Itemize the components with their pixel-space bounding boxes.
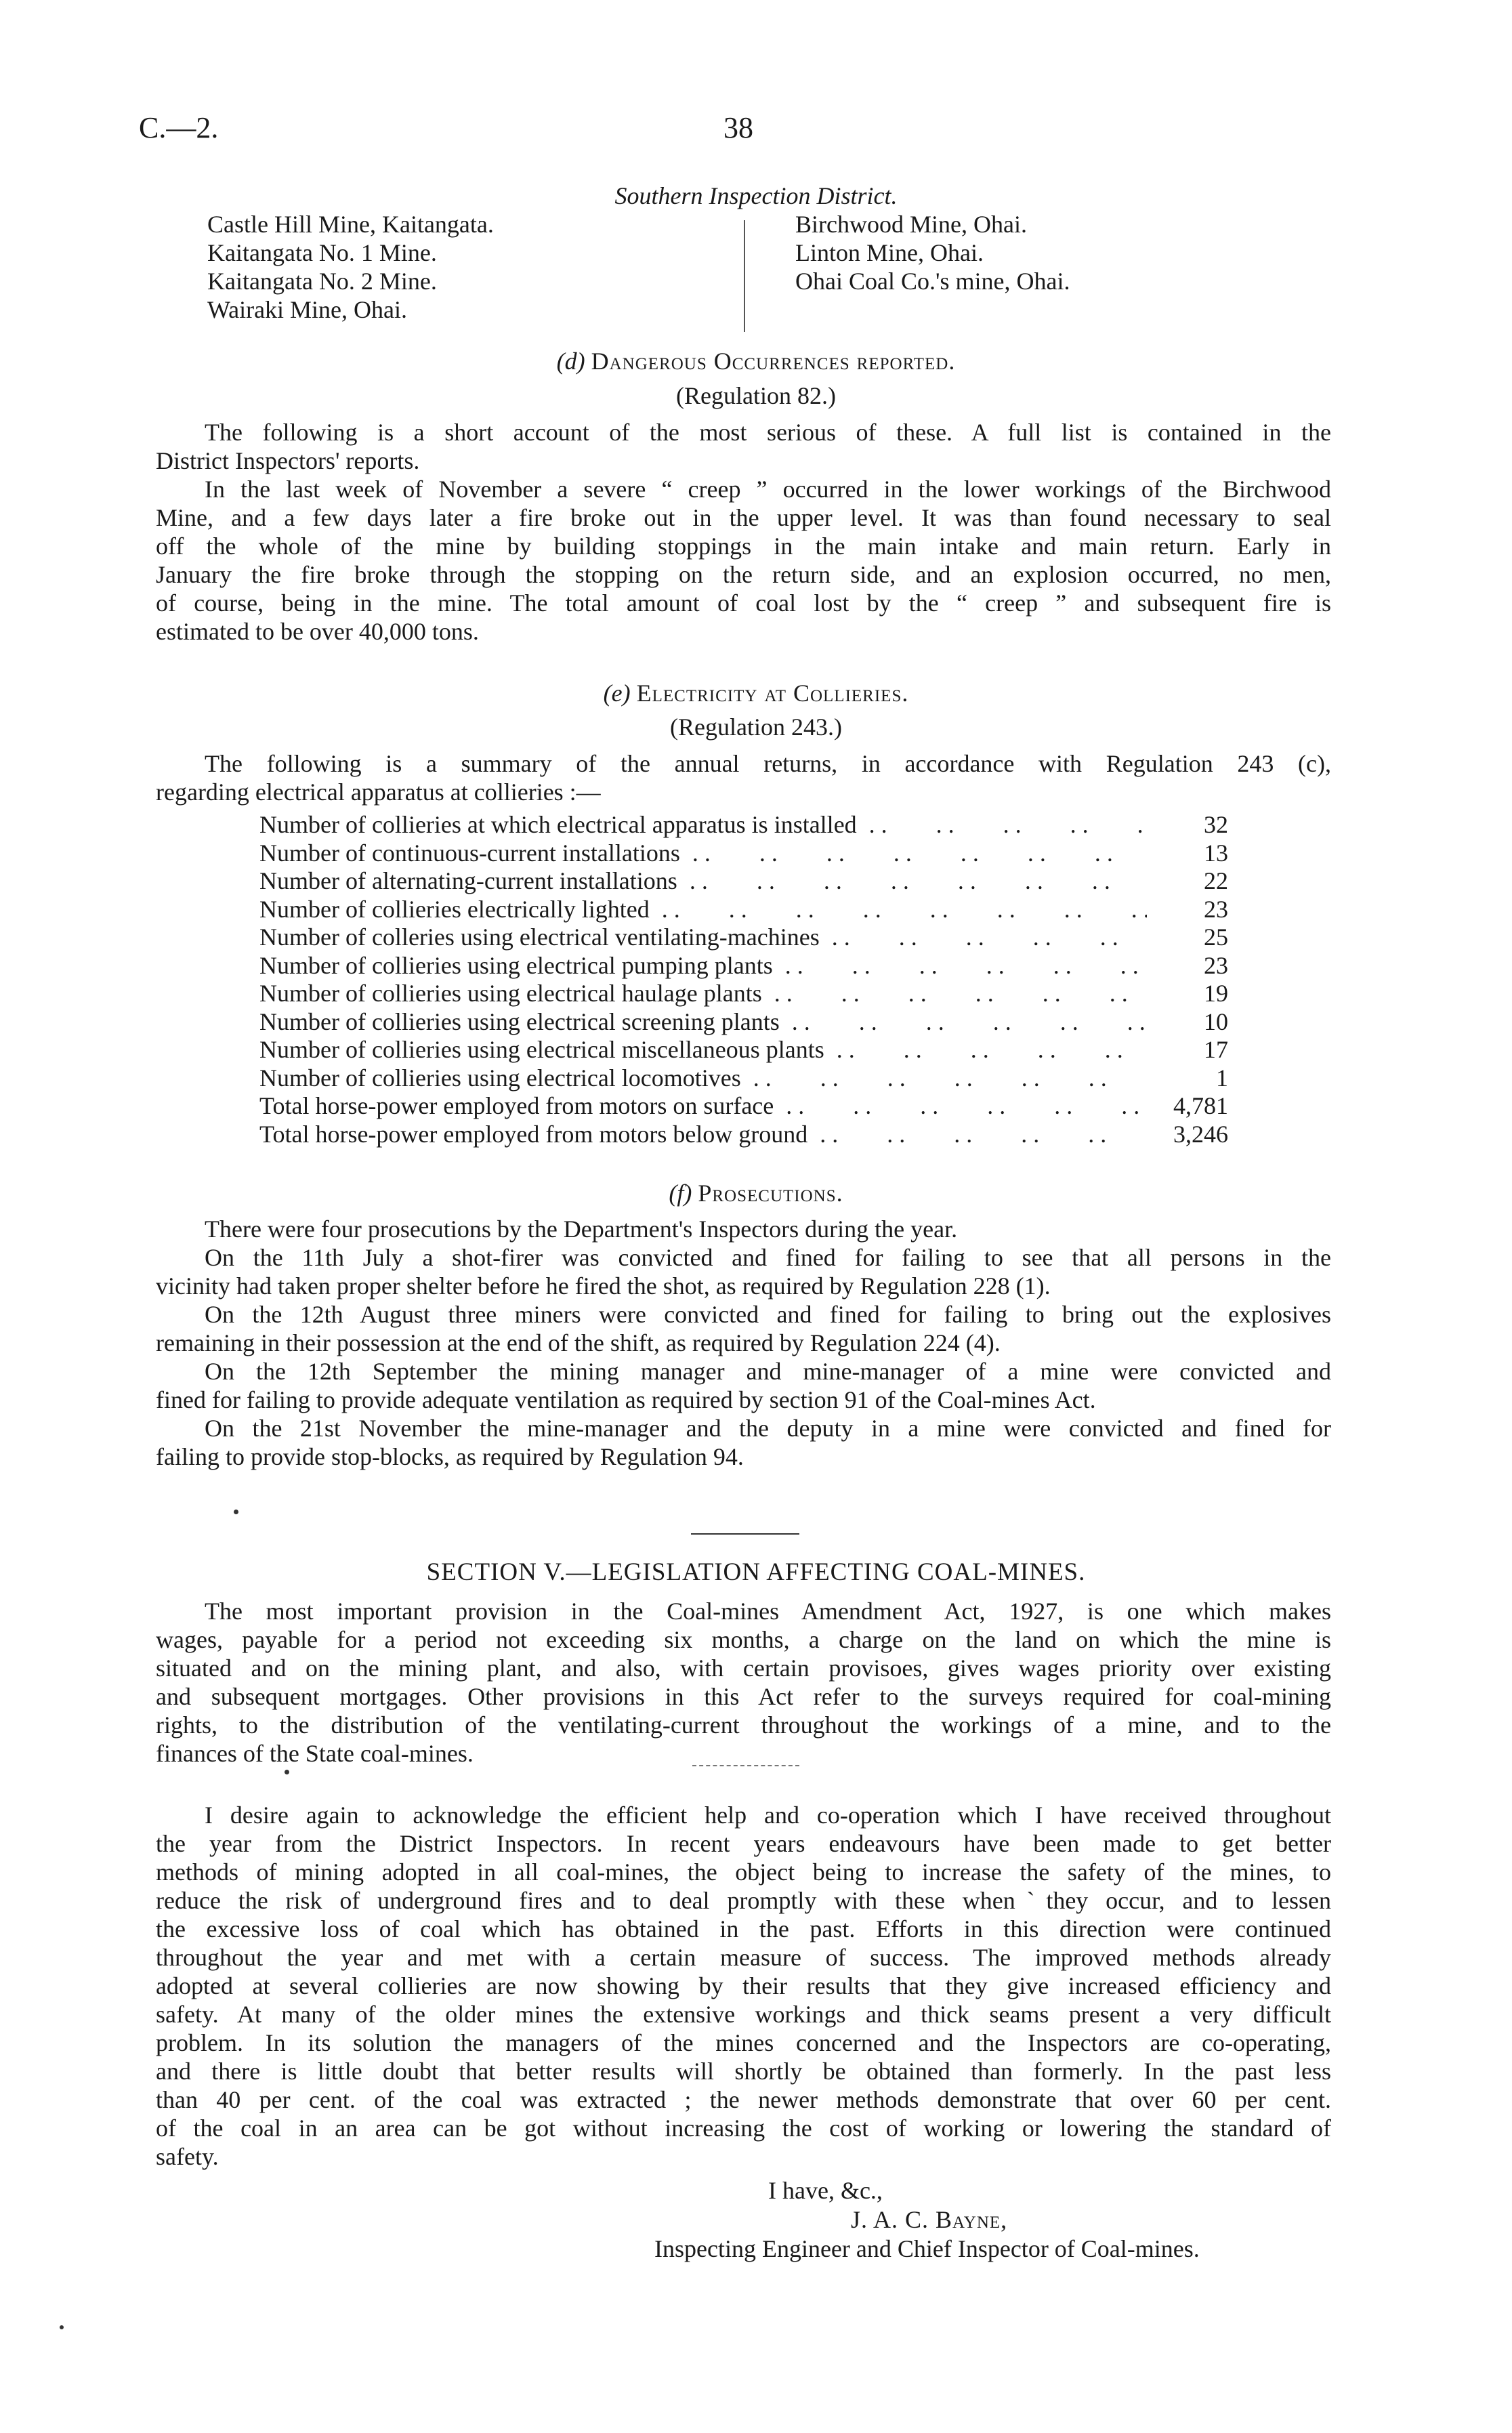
table-row <box>259 810 1228 839</box>
text-line: adopted at several collieries are now showing by their results that they give increased efficiency and <box>156 1972 1331 1999</box>
text-line: The following is a summary of the annual returns, in accordance with Regulation 243 (c), <box>205 750 1331 777</box>
mine-item: Linton Mine, Ohai. <box>795 239 984 266</box>
heading-prefix: (f) <box>669 1180 692 1207</box>
text-line: vicinity had taken proper shelter before he fired the shot, as required by Regulation 228 (1). <box>156 1272 1051 1299</box>
page-reference: C.—2. <box>139 111 219 144</box>
electricity-heading <box>0 679 1512 707</box>
table-row <box>259 923 1228 951</box>
text-line: remaining in their possession at the end of the shift, as required by Regulation 224 (4). <box>156 1329 1001 1356</box>
table-row <box>259 951 1228 980</box>
mine-item: Wairaki Mine, Ohai. <box>207 296 408 323</box>
text-line: regarding electrical apparatus at collieries :— <box>156 778 601 806</box>
district-title: Southern Inspection District. <box>614 182 898 209</box>
dashed-divider <box>692 1765 799 1766</box>
row-value: 17 <box>1204 1036 1228 1063</box>
heading-text: Prosecutions. <box>698 1180 843 1207</box>
row-value: 3,246 <box>1173 1120 1228 1148</box>
text-line: problem. In its solution the managers of the mines concerned and the Inspectors are co-operating, <box>156 2029 1331 2056</box>
text-line: On the 21st November the mine-manager and the deputy in a mine were convicted and fined for <box>205 1415 1331 1442</box>
text-line: There were four prosecutions by the Department's Inspectors during the year. <box>205 1215 958 1243</box>
heading-prefix: (d) <box>556 348 585 375</box>
prosecutions-heading <box>0 1179 1512 1207</box>
electricity-intro <box>156 749 1331 806</box>
dangerous-occurrences-heading <box>0 347 1512 375</box>
text-line: On the 12th September the mining manager and mine-manager of a mine were convicted and <box>205 1358 1331 1385</box>
text-line: District Inspectors' reports. <box>156 447 420 474</box>
text-line: of the coal in an area can be got without increasing the cost of working or lowering the standard of <box>156 2115 1331 2142</box>
print-speck <box>285 1770 289 1774</box>
text-line: On the 11th July a shot-firer was convicted and fined for failing to see that all persons in the <box>205 1244 1331 1271</box>
row-label: Number of alternating-current installations . . <box>259 867 1147 895</box>
text-line: wages, payable for a period not exceeding six months, a charge on the land on which the mine is <box>156 1626 1331 1653</box>
text-line: finances of the State coal-mines. <box>156 1740 474 1767</box>
row-value: 23 <box>1204 951 1228 979</box>
birchwood-paragraph <box>156 475 1331 646</box>
closing-paragraph <box>156 1801 1331 2171</box>
dangerous-intro-paragraph <box>156 418 1331 475</box>
text-line: failing to provide stop-blocks, as required by Regulation 94. <box>156 1443 744 1470</box>
table-row <box>259 895 1228 923</box>
text-line: safety. <box>156 2143 219 2170</box>
table-row <box>259 979 1228 1007</box>
text-line: off the whole of the mine by building stoppings in the main intake and main return. Early in <box>156 533 1331 560</box>
table-row <box>259 1035 1228 1064</box>
dangerous-regulation: (Regulation 82.) <box>676 382 836 409</box>
mine-item: Ohai Coal Co.'s mine, Ohai. <box>795 268 1070 295</box>
row-label: Number of collieries at which electrical apparatus is installed . . <box>259 810 1147 839</box>
mine-item: Birchwood Mine, Ohai. <box>795 211 1027 238</box>
text-line: reduce the risk of underground fires and to deal promptly with these whenˋthey occur, and to lessen <box>156 1887 1331 1914</box>
mines-list-right <box>795 210 1070 295</box>
heading-text: Electricity at Collieries. <box>636 680 909 707</box>
row-label: Number of collieries using electrical pumping plants . . <box>259 951 1147 980</box>
sign-off: I have, &c., <box>768 2177 883 2204</box>
table-row <box>259 1091 1228 1120</box>
prosecutions-paragraphs <box>156 1215 1331 1471</box>
text-line: and there is little doubt that better results will shortly be obtained than formerly. In the past less <box>156 2058 1331 2085</box>
text-line: of course, being in the mine. The total amount of coal lost by the “ creep ” and subsequent fire is <box>156 589 1331 617</box>
text-line: rights, to the distribution of the ventilating-current throughout the workings of a mine, and to the <box>156 1711 1331 1739</box>
print-speck <box>60 2325 64 2329</box>
mines-list-left <box>207 210 494 324</box>
text-line: situated and on the mining plant, and also, with certain provisoes, gives wages priority over existing <box>156 1655 1331 1682</box>
text-line: and subsequent mortgages. Other provisions in this Act refer to the surveys required for coal-mining <box>156 1683 1331 1710</box>
heading-text: Dangerous Occurrences reported. <box>591 348 956 375</box>
text-line: the excessive loss of coal which has obtained in the past. Efforts in this direction were continued <box>156 1915 1331 1942</box>
print-speck <box>234 1510 238 1514</box>
row-label: Number of collieries using electrical screening plants . . <box>259 1007 1147 1036</box>
table-row <box>259 1120 1228 1148</box>
text-line: methods of mining adopted in all coal-mines, the object being to increase the safety of the mines, to <box>156 1858 1331 1886</box>
row-label: Number of colleries using electrical ventilating-machines . . <box>259 923 1147 951</box>
text-line: fined for failing to provide adequate ventilation as required by section 91 of the Coal-mines Act. <box>156 1386 1096 1413</box>
text-line: estimated to be over 40,000 tons. <box>156 618 479 645</box>
row-value: 1 <box>1216 1064 1228 1091</box>
row-value: 25 <box>1204 923 1228 951</box>
row-value: 22 <box>1204 867 1228 894</box>
row-label: Number of collieries electrically lighted . . <box>259 895 1147 923</box>
text-line: throughout the year and met with a certain measure of success. The improved methods already <box>156 1944 1331 1971</box>
row-label: Number of continuous-current installations . . <box>259 839 1147 867</box>
mine-item: Kaitangata No. 1 Mine. <box>207 239 437 266</box>
table-row <box>259 839 1228 867</box>
row-value: 19 <box>1204 980 1228 1007</box>
text-line: than 40 per cent. of the coal was extracted ; the newer methods demonstrate that over 60 per cent. <box>156 2086 1331 2113</box>
signatory-title: Inspecting Engineer and Chief Inspector of Coal-mines. <box>654 2235 1200 2262</box>
signatory-name: J. A. C. Bayne, <box>851 2206 1008 2233</box>
row-value: 10 <box>1204 1007 1228 1035</box>
table-row <box>259 1007 1228 1036</box>
text-line: The most important provision in the Coal-mines Amendment Act, 1927, is one which makes <box>205 1598 1331 1625</box>
row-value: 4,781 <box>1173 1092 1228 1119</box>
table-row <box>259 1064 1228 1092</box>
table-row <box>259 867 1228 895</box>
text-line: Mine, and a few days later a fire broke out in the upper level. It was than found necessary to seal <box>156 504 1331 531</box>
section-title: SECTION V.—LEGISLATION AFFECTING COAL-MINES. <box>426 1558 1086 1586</box>
row-label: Total horse-power employed from motors below ground . . <box>259 1120 1147 1148</box>
row-label: Number of collieries using electrical locomotives . . <box>259 1064 1147 1092</box>
mine-item: Kaitangata No. 2 Mine. <box>207 268 437 295</box>
legislation-paragraph <box>156 1597 1331 1768</box>
mine-item: Castle Hill Mine, Kaitangata. <box>207 211 494 238</box>
row-label: Number of collieries using electrical haulage plants . . <box>259 979 1147 1007</box>
row-value: 23 <box>1204 895 1228 923</box>
text-line: I desire again to acknowledge the efficient help and co-operation which I have received throughout <box>205 1802 1331 1829</box>
row-value: 32 <box>1204 811 1228 838</box>
electricity-summary-table <box>259 810 1228 1148</box>
text-line: safety. At many of the older mines the extensive workings and thick seams present a very difficult <box>156 2001 1331 2028</box>
electricity-regulation: (Regulation 243.) <box>670 713 842 741</box>
row-label: Number of collieries using electrical miscellaneous plants . . <box>259 1035 1147 1064</box>
row-value: 13 <box>1204 839 1228 867</box>
row-label: Total horse-power employed from motors on surface . . <box>259 1091 1147 1120</box>
section-divider <box>691 1533 799 1535</box>
heading-prefix: (e) <box>603 680 631 707</box>
text-line: The following is a short account of the most serious of these. A full list is contained in the <box>205 419 1331 446</box>
text-line: In the last week of November a severe “ creep ” occurred in the lower workings of the Birchwood <box>205 476 1331 503</box>
column-divider <box>744 220 745 332</box>
text-line: the year from the District Inspectors. In recent years endeavours have been made to get better <box>156 1830 1331 1857</box>
text-line: On the 12th August three miners were convicted and fined for failing to bring out the explosives <box>205 1301 1331 1328</box>
text-line: January the fire broke through the stopping on the return side, and an explosion occurred, no men, <box>156 561 1331 588</box>
page-number: 38 <box>723 111 753 144</box>
